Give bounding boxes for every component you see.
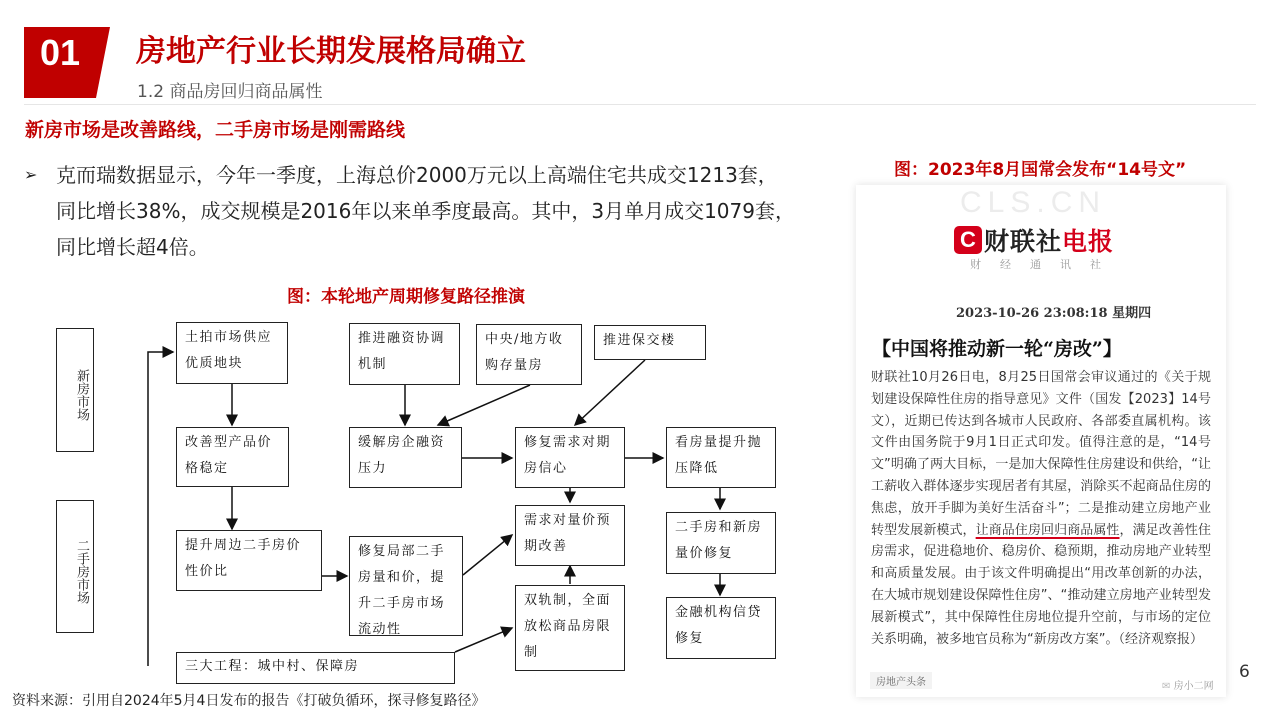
- bullet-arrow-icon: ➢: [24, 165, 38, 184]
- logo-name: 财联社: [984, 227, 1063, 256]
- news-datetime: 2023-10-26 23:08:18 星期四: [956, 306, 1152, 321]
- news-body: [871, 367, 1211, 650]
- box-repair-confidence: 修复需求对期房信心: [515, 427, 625, 488]
- image-caption: 图：2023年8月国常会发布“14号文”: [894, 160, 1187, 180]
- side-label-new-house: 新房市场: [56, 328, 94, 452]
- news-footer-source: [1162, 677, 1214, 692]
- wechat-icon: ✉: [1162, 681, 1171, 692]
- bullet-line: 同比增长38%，成交规模是2016年以来单季度最高。其中，3月单月成交1079套，: [56, 199, 795, 223]
- box-credit-repair: 金融机构信贷修复: [666, 597, 776, 659]
- page-number: 6: [1239, 662, 1250, 682]
- news-body-part: 财联社10月26日电，8月25日国常会审议通过的《关于规划建设保障性住房的指导意见》文件（国发【2023】14号文），近期已传达到各城市人民政府、各部委直属机构。该文件由国务院于9月1日正式印发。值得注意的是，“14号文”明确了两大目标，一是加大保障性住房建设和供给，“让工薪收入群体逐步实现居者有其屋，消除买不起商品住房的焦虑，放开手脚为美好生活奋斗”；二是推动建立房地产业转型发展新模式，: [871, 370, 1211, 538]
- watermark: CLS.CN: [960, 186, 1107, 219]
- bullet-line: 克而瑞数据显示，今年一季度，上海总价2000万元以上高端住宅共成交1213套，: [56, 163, 778, 187]
- logo-subtitle: 财经通讯社: [970, 258, 1120, 271]
- box-finance-mechanism: 推进融资协调机制: [349, 323, 460, 385]
- news-body-highlight: 让商品住房回归商品属性: [975, 522, 1120, 538]
- page-title: 房地产行业长期发展格局确立: [136, 34, 526, 69]
- box-repair-second-hand: 修复局部二手房量和价，提升二手房市场流动性: [349, 536, 463, 636]
- box-price-repair: 二手房和新房量价修复: [666, 512, 776, 574]
- box-purchase-stock: 中央/地方收购存量房: [476, 324, 582, 385]
- section-number: 01: [39, 32, 81, 73]
- box-three-projects: 三大工程：城中村、保障房: [176, 652, 455, 684]
- box-viewing-increase: 看房量提升抛压降低: [666, 427, 776, 488]
- box-improve-price: 改善型产品价格稳定: [176, 427, 289, 487]
- section-headline: 新房市场是改善路线，二手房市场是刚需路线: [25, 119, 406, 141]
- box-land-supply: 土拍市场供应优质地块: [176, 322, 288, 384]
- source-note: 资料来源：引用自2024年5月4日发布的报告《打破负循环，探寻修复路径》: [12, 693, 486, 709]
- side-label-second-hand: 二手房市场: [56, 500, 94, 633]
- news-footer-tag: 房地产头条: [870, 672, 932, 689]
- logo-suffix: 电报: [1062, 227, 1115, 256]
- bullet-line: 同比增长超4倍。: [56, 235, 209, 259]
- news-headline: 【中国将推动新一轮“房改”】: [872, 338, 1122, 360]
- news-body-part: ，满足改善性住房需求，促进稳地价、稳房价、稳预期，推动房地产业转型和高质量发展。由于该文件明确提出“用改革创新的办法，在大城市规划建设保障性住房”、“推动建立房地产业转型发展新模式”，其中保障性住房地位提升空前，与市场的定位关系明确，被多地官员称为“新房改方案”。（经济观察报）: [871, 522, 1211, 647]
- diagram-caption: 图：本轮地产周期修复路径推演: [287, 287, 525, 307]
- cls-logo: [954, 222, 1114, 258]
- box-dual-track: 双轨制，全面放松商品房限制: [515, 585, 625, 671]
- box-deliver-buildings: 推进保交楼: [594, 325, 706, 360]
- page-subtitle: 1.2 商品房回归商品属性: [137, 82, 323, 102]
- box-expectation: 需求对量价预期改善: [515, 505, 625, 566]
- box-surround-value: 提升周边二手房价性价比: [176, 530, 322, 591]
- logo-icon: C: [954, 226, 982, 254]
- box-relieve-financing: 缓解房企融资压力: [349, 427, 462, 488]
- news-footer-source-text: 房小二网: [1173, 681, 1214, 692]
